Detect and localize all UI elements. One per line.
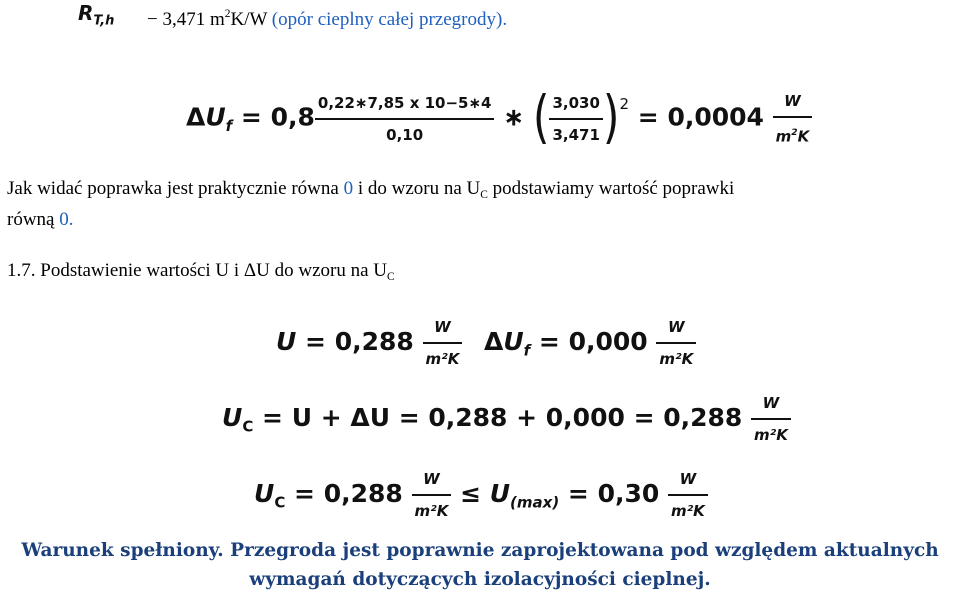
paren-exponent: 2 (619, 95, 630, 114)
rth-note: (opór cieplny całej przegrody). (271, 8, 508, 30)
duf-unit-num: W (656, 312, 696, 344)
equation-u (276, 312, 462, 374)
check-unit-num: W (412, 464, 452, 496)
leq-sign: ≤ (460, 479, 482, 508)
uf-var: U (205, 102, 226, 132)
duf-var: U (503, 327, 524, 356)
u-unit-den: m²K (425, 350, 460, 368)
rth-sub: T,h (93, 13, 115, 29)
equation-duf (484, 312, 696, 374)
uc-unit-num: W (751, 388, 791, 420)
equation-delta-uf (186, 86, 812, 151)
paren-close: ) (602, 84, 620, 152)
paragraph-text-1: Jak widać poprawka jest praktycznie równa (7, 178, 344, 199)
paren-open: ( (532, 84, 550, 152)
equals-sign-2: = (637, 102, 659, 132)
check-uc-sub: C (274, 493, 286, 512)
paragraph-text-2: i do wzoru na U (353, 178, 481, 199)
max-unit (668, 464, 708, 526)
unit-m: m (775, 127, 792, 146)
paragraph-zero-2: 0. (59, 209, 74, 230)
paragraph-zero-1: 0 (343, 178, 354, 199)
rth-symbol (78, 0, 114, 35)
check-unit-den: m²K (414, 502, 449, 520)
uc-unit (751, 388, 791, 450)
equation-uc-check (254, 464, 708, 526)
duf-unit-den: m²K (659, 350, 694, 368)
unit-fraction (773, 86, 813, 151)
rth-unit: K/W (230, 8, 268, 30)
unit-exp: 2 (791, 128, 798, 138)
uc-unit-den: m²K (754, 426, 788, 444)
uc-var: U (222, 403, 243, 432)
coefficient: 0,8 (270, 102, 315, 132)
conclusion-line-1: Warunek spełniony. Przegroda jest poprawnie zaprojektowana pod względem aktualnych (21, 540, 939, 561)
umax-var: U (489, 479, 511, 508)
fraction-denominator: 0,10 (386, 125, 424, 144)
unit-numerator: W (773, 86, 813, 118)
u-equals: = (305, 327, 326, 356)
check-uc-var: U (254, 479, 275, 508)
u-var: U (276, 327, 297, 356)
paragraph-text-3: podstawiamy wartość poprawki (487, 178, 735, 199)
max-unit-num: W (668, 464, 708, 496)
u-unit-num: W (423, 312, 463, 344)
duf-unit (656, 312, 696, 374)
rth-exp: 2 (224, 8, 231, 20)
rth-value-line (147, 3, 507, 31)
equals-sign: = (240, 102, 262, 132)
rth-value: − 3,471 m (147, 8, 225, 30)
max-value: 0,30 (597, 479, 660, 508)
uf-sub: f (225, 116, 233, 135)
delta-symbol: Δ (186, 102, 206, 132)
paragraph-text-4: równą (7, 209, 60, 230)
section-number: 1.7. (7, 260, 36, 281)
main-fraction (315, 88, 495, 150)
duf-equals: = (538, 327, 560, 356)
duf-value: 0,000 (568, 327, 648, 356)
ratio-numerator: 3,030 (549, 88, 602, 120)
u-value: 0,288 (334, 327, 414, 356)
paragraph-line-2 (7, 209, 73, 231)
ratio-fraction (549, 88, 602, 150)
unit-k: K (797, 127, 810, 146)
uc-sub: C (242, 417, 254, 436)
umax-sub: (max) (510, 493, 560, 512)
uc-expression: = U + ΔU = 0,288 + 0,000 = 0,288 (262, 403, 743, 432)
check-equals-2: = (567, 479, 589, 508)
section-title: Podstawienie wartości U i ΔU do wzoru na U (40, 260, 388, 281)
check-equals: = (294, 479, 315, 508)
section-title-sub: C (387, 270, 395, 283)
check-unit (412, 464, 452, 526)
rth-main: R (78, 1, 94, 25)
duf-delta: Δ (484, 327, 504, 356)
paragraph-line-1 (7, 178, 734, 206)
paragraph-sub-c: C (480, 188, 488, 201)
unit-denominator (773, 118, 813, 151)
fraction-numerator: 0,22∗7,85 x 10−5∗4 (315, 88, 495, 120)
times-sign: ∗ (503, 102, 525, 132)
ratio-denominator: 3,471 (552, 125, 600, 144)
u-unit (423, 312, 463, 374)
section-heading (7, 260, 395, 288)
equation-uc-sum (222, 388, 791, 450)
duf-sub: f (523, 341, 531, 360)
conclusion-line-2: wymagań dotyczących izolacyjności cieplnej. (249, 569, 711, 590)
max-unit-den: m²K (670, 502, 705, 520)
check-value: 0,288 (323, 479, 403, 508)
result-value: 0,0004 (667, 102, 764, 132)
